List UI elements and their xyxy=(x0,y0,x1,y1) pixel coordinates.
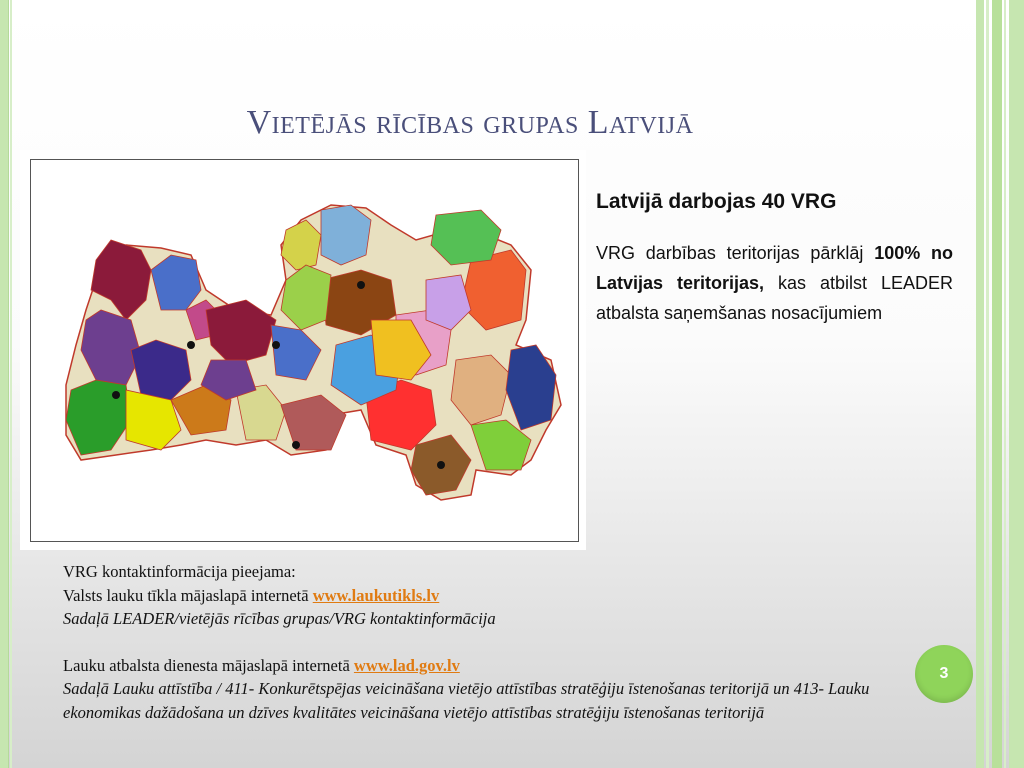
city-marker xyxy=(292,441,300,449)
coverage-text xyxy=(596,238,953,328)
coverage-text-part1: VRG darbības teritorijas pārklāj xyxy=(596,243,875,263)
contact-line-1-text: Valsts lauku tīkla mājaslapā internetā xyxy=(63,585,313,605)
city-marker xyxy=(357,281,365,289)
right-decorative-stripes xyxy=(976,0,1024,768)
city-marker xyxy=(437,461,445,469)
contact-line-2-text: Lauku atbalsta dienesta mājaslapā internetā xyxy=(63,655,354,675)
contact-info xyxy=(63,560,903,724)
laukutikls-link[interactable]: www.laukutikls.lv xyxy=(312,585,440,605)
city-marker xyxy=(272,341,280,349)
city-marker xyxy=(187,341,195,349)
contact-line-1 xyxy=(63,584,903,608)
vrg-region xyxy=(321,205,371,265)
info-panel xyxy=(596,190,953,328)
vrg-count-heading: Latvijā darbojas 40 VRG xyxy=(596,190,837,213)
coverage-text-bold: 100% no Latvijas teritorijas, xyxy=(596,243,954,293)
map-frame xyxy=(20,150,586,550)
coverage-text-part2: kas atbilst LEADER atbalsta saņemšanas nosacījumiem xyxy=(596,273,953,323)
latvia-map-graphic xyxy=(31,160,578,541)
city-marker xyxy=(112,391,120,399)
slide-title: Vietējās rīcības grupas Latvijā xyxy=(246,104,694,141)
contact-line-2 xyxy=(63,654,903,678)
lad-link[interactable]: www.lad.gov.lv xyxy=(353,655,460,675)
contact-line-1-path: Sadaļā LEADER/vietējās rīcības grupas/VRG kontaktinformācija xyxy=(63,609,496,628)
latvia-vrg-map xyxy=(30,159,579,542)
contact-line-2-path: Sadaļā Lauku attīstība / 411- Konkurētspējas veicināšana vietējo attīstības stratēģiju īstenošanas teritorijā un 413- Lauku ekonomikas dažādošana un dzīves kvalitātes veicināšana vietējo attīstības stratēģiju īstenošanas teritorijā xyxy=(63,679,870,722)
contact-intro: VRG kontaktinformācija pieejama: xyxy=(63,562,296,581)
page-number-badge: 3 xyxy=(915,645,973,703)
